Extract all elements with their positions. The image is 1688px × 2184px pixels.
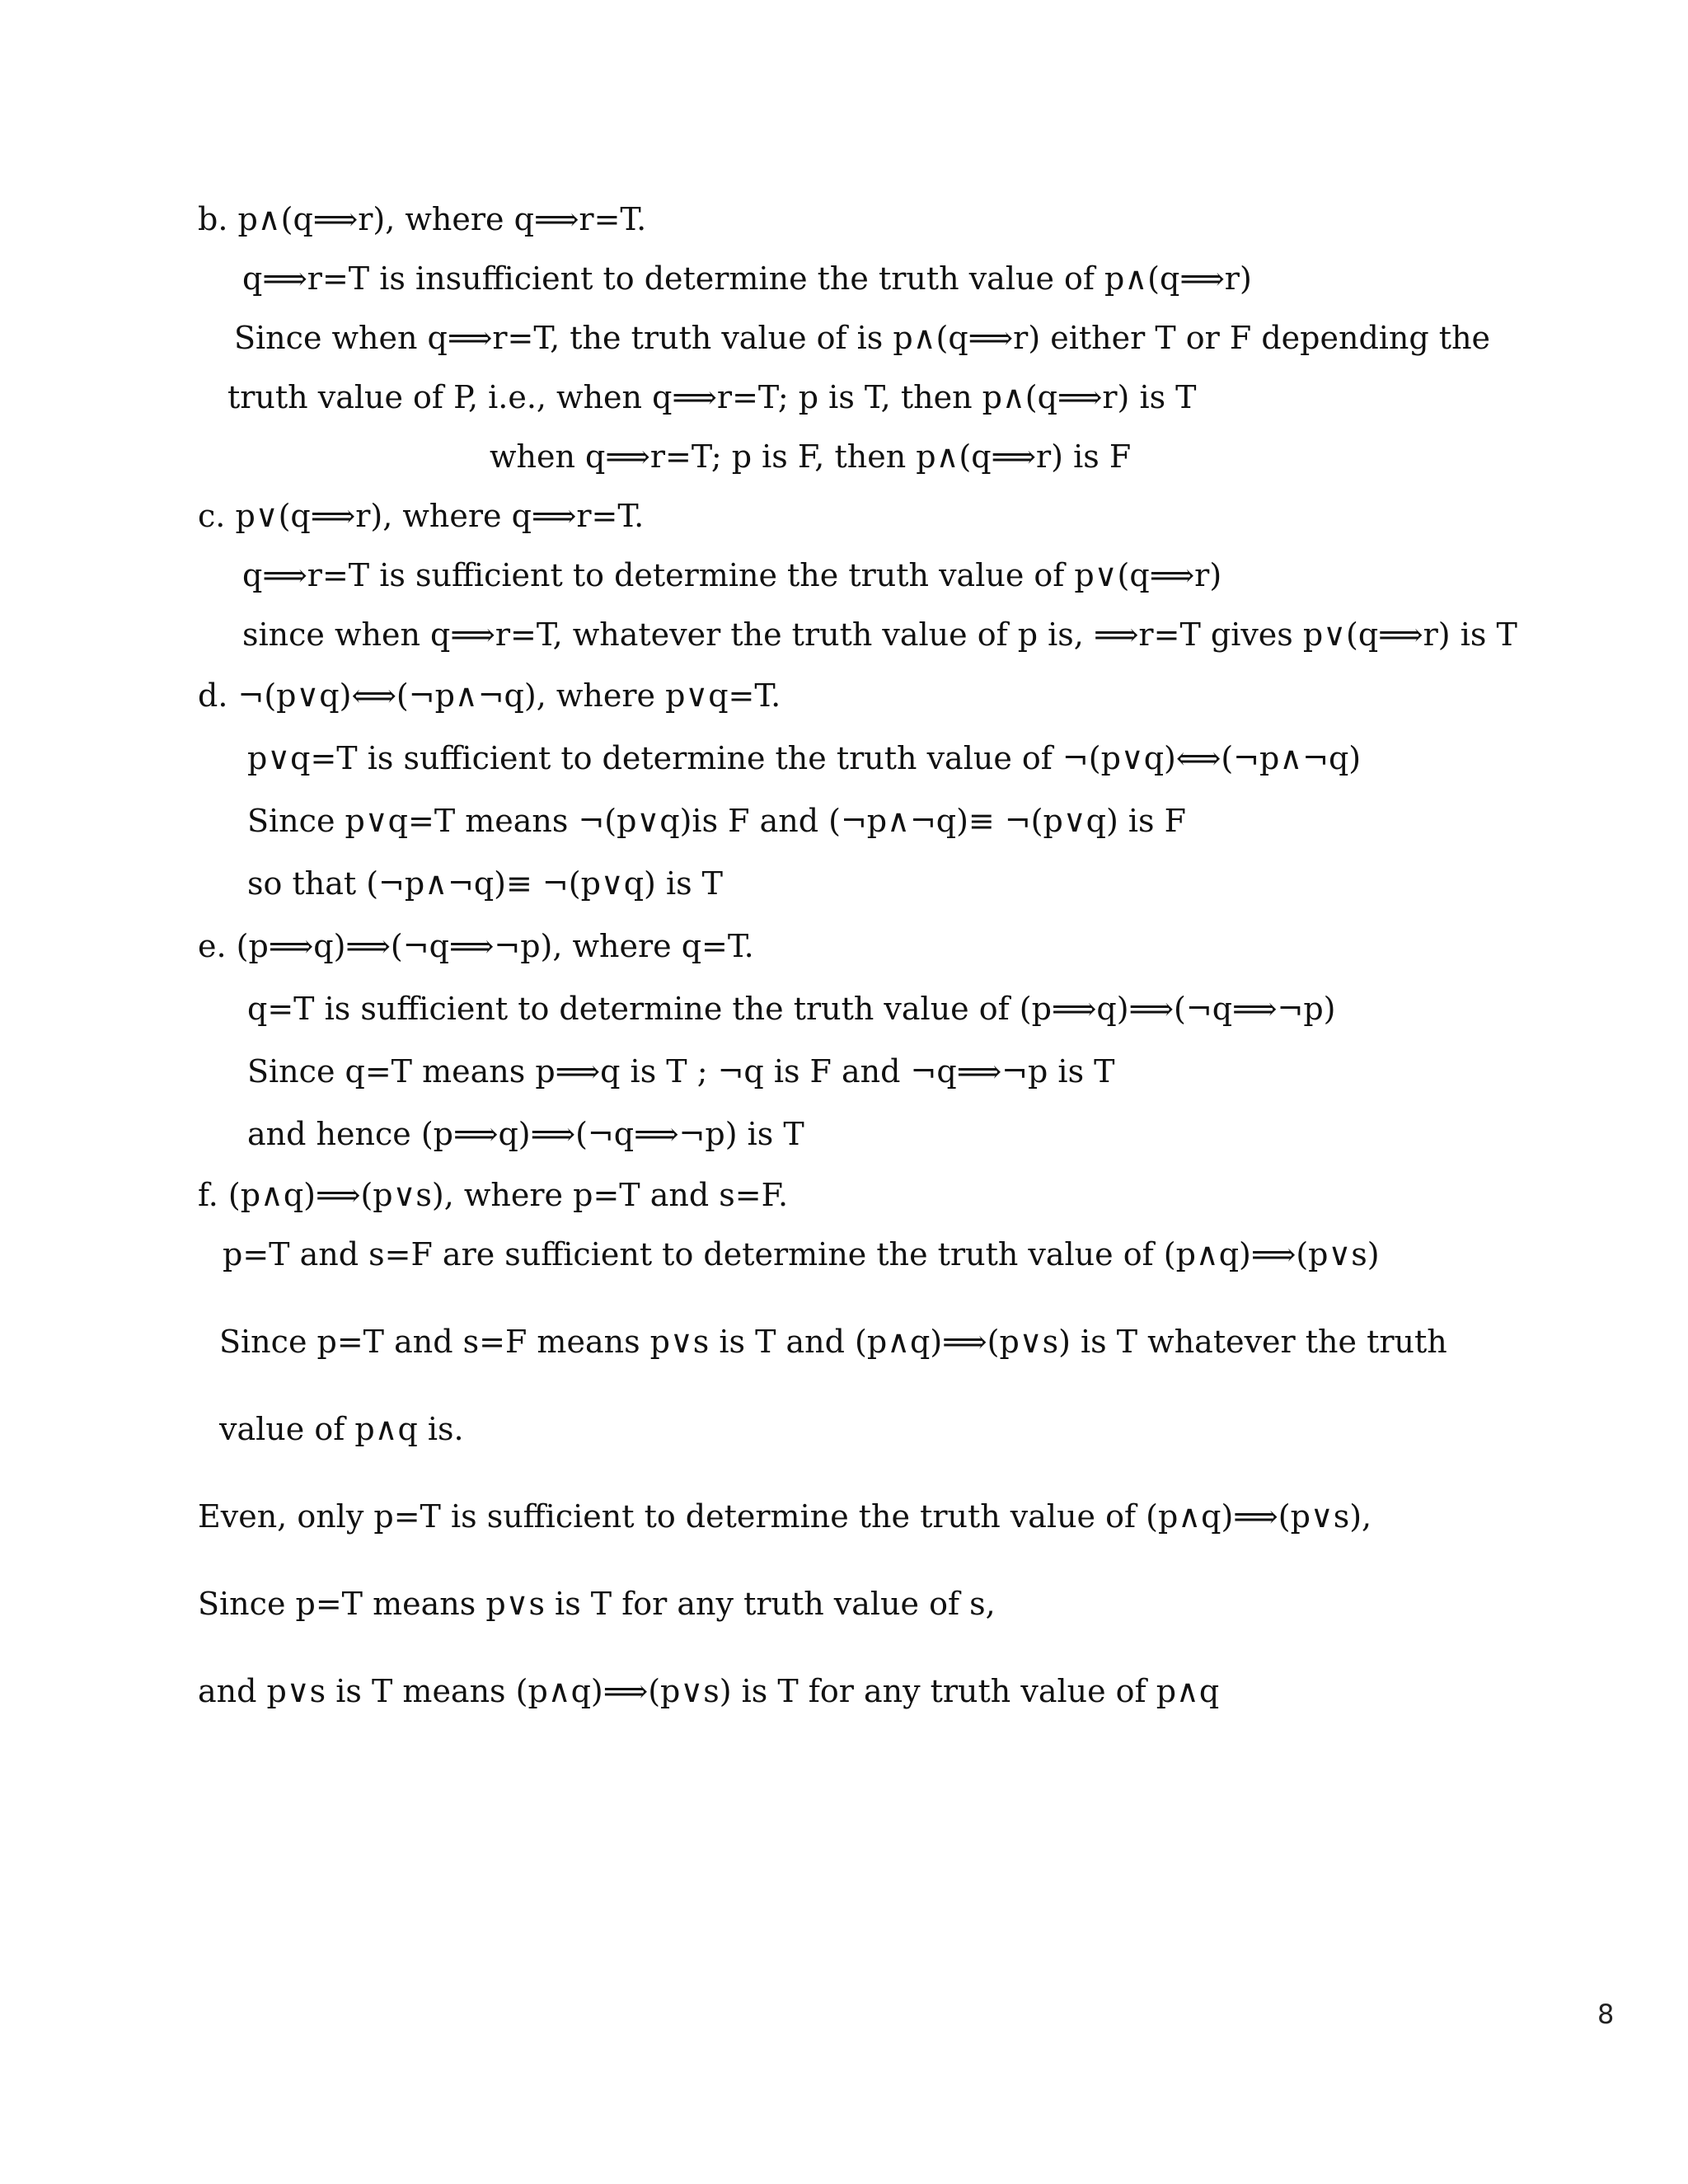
item-b-heading: b. p∧(q⟹r), where q⟹r=T. — [198, 201, 647, 237]
item-e-line-2: Since q=T means p⟹q is T ; ¬q is F and ¬q⟹¬p is T — [247, 1053, 1115, 1090]
item-e-line-1: q=T is sufficient to determine the truth value of (p⟹q)⟹(¬q⟹¬p) — [247, 991, 1336, 1027]
item-c-line-1: q⟹r=T is sufficient to determine the truth value of p∨(q⟹r) — [242, 557, 1222, 593]
note-line-2: Since p=T means p∨s is T for any truth value of s, — [198, 1586, 996, 1622]
item-c-line-2: since when q⟹r=T, whatever the truth value of p is, ⟹r=T gives p∨(q⟹r) is T — [242, 616, 1517, 653]
note-line-1: Even, only p=T is sufficient to determine the truth value of (p∧q)⟹(p∨s), — [198, 1498, 1372, 1535]
item-b-line-1: q⟹r=T is insufficient to determine the truth value of p∧(q⟹r) — [242, 260, 1252, 297]
item-d-line-3: so that (¬p∧¬q)≡ ¬(p∨q) is T — [247, 865, 724, 902]
item-d-heading: d. ¬(p∨q)⟺(¬p∧¬q), where p∨q=T. — [198, 677, 781, 714]
item-f-heading: f. (p∧q)⟹(p∨s), where p=T and s=F. — [198, 1177, 789, 1213]
item-b-line-3: truth value of P, i.e., when q⟹r=T; p is T, then p∧(q⟹r) is T — [227, 379, 1197, 415]
item-e-heading: e. (p⟹q)⟹(¬q⟹¬p), where q=T. — [198, 928, 754, 964]
note-line-3: and p∨s is T means (p∧q)⟹(p∨s) is T for any truth value of p∧q — [198, 1673, 1220, 1709]
item-f-line-1: p=T and s=F are sufficient to determine the truth value of (p∧q)⟹(p∨s) — [223, 1236, 1380, 1272]
item-b-line-4: when q⟹r=T; p is F, then p∧(q⟹r) is F — [490, 438, 1132, 475]
item-d-line-2: Since p∨q=T means ¬(p∨q)is F and (¬p∧¬q)≡ ¬(p∨q) is F — [247, 803, 1186, 839]
item-b-line-2: Since when q⟹r=T, the truth value of is p∧(q⟹r) either T or F depending the — [234, 320, 1491, 356]
item-e-line-3: and hence (p⟹q)⟹(¬q⟹¬p) is T — [247, 1116, 804, 1152]
item-d-line-1: p∨q=T is sufficient to determine the truth value of ¬(p∨q)⟺(¬p∧¬q) — [247, 740, 1362, 776]
item-f-line-2: Since p=T and s=F means p∨s is T and (p∧q)⟹(p∨s) is T whatever the truth — [219, 1324, 1447, 1360]
item-c-heading: c. p∨(q⟹r), where q⟹r=T. — [198, 498, 645, 534]
item-f-line-3: value of p∧q is. — [219, 1411, 464, 1447]
page-number: 8 — [1597, 1999, 1615, 2030]
